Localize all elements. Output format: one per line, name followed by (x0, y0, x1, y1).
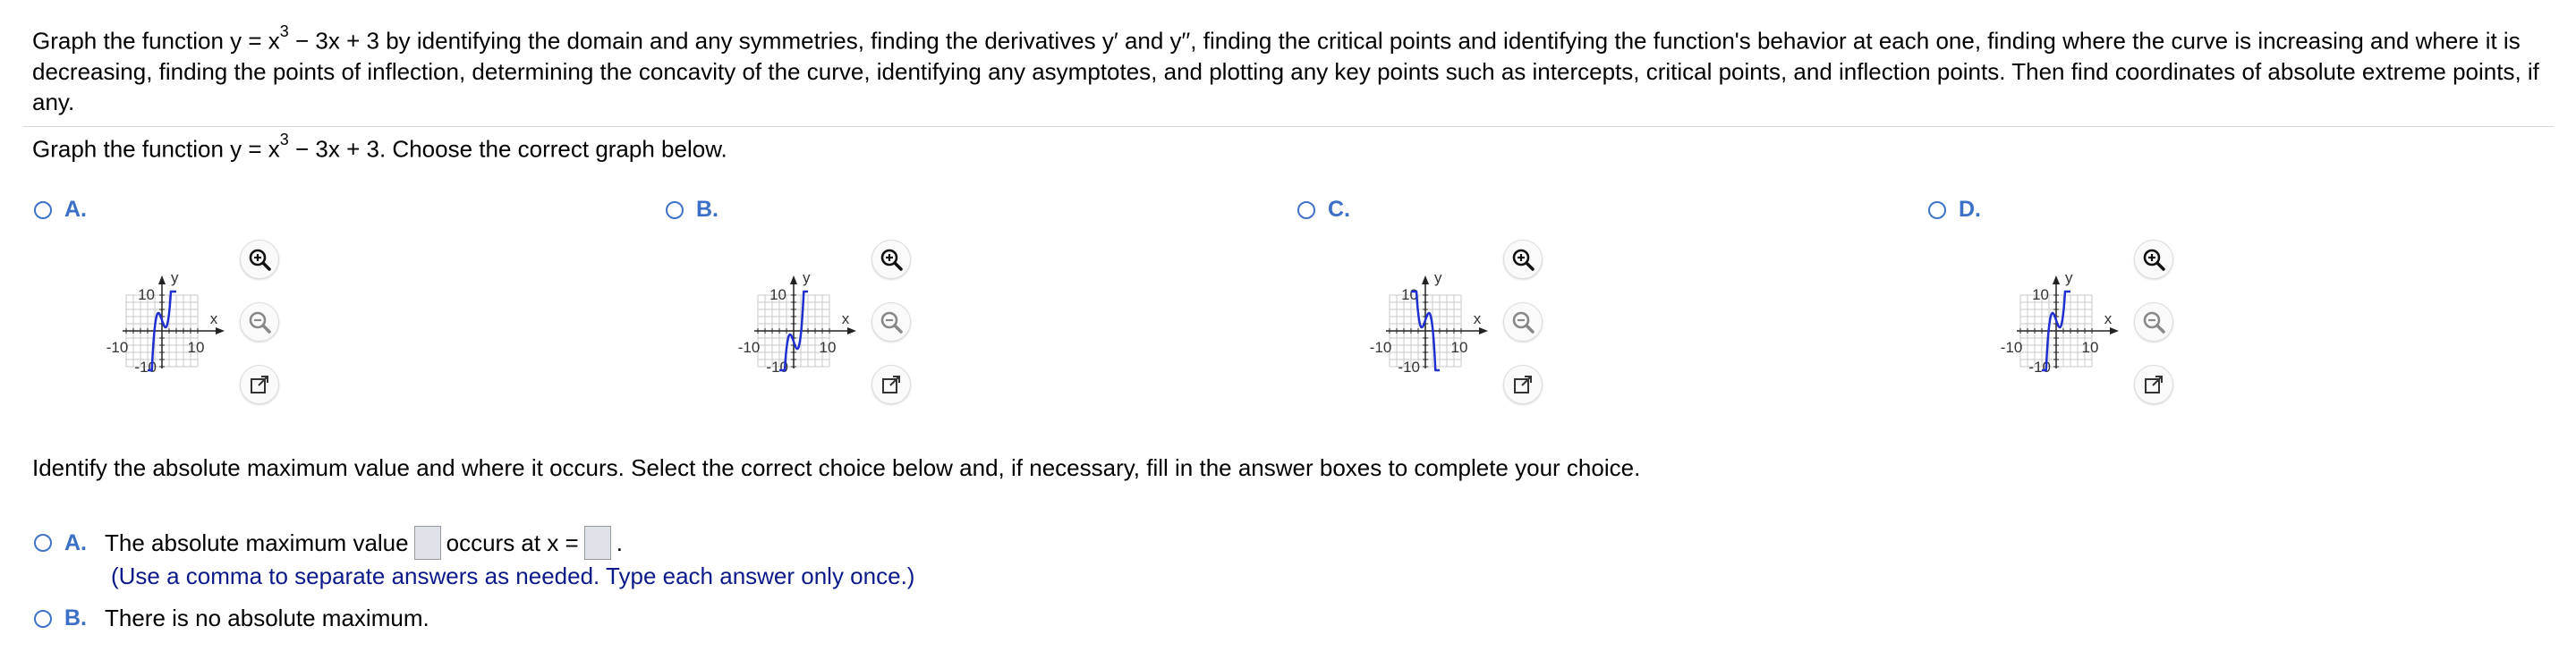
y-axis-label: y (2065, 269, 2073, 286)
y-tick-label-neg: -10 (1398, 359, 1420, 376)
zoom-out-icon (248, 310, 271, 334)
problem-exponent: 3 (279, 22, 289, 40)
external-link-icon (880, 374, 902, 395)
graph-option-radio[interactable] (666, 201, 684, 219)
zoom-out-icon (880, 310, 903, 334)
x-tick-label-neg: -10 (737, 339, 761, 356)
answer-a-text-2: occurs at x = (446, 529, 579, 556)
zoom-in-icon (2142, 248, 2165, 271)
graph-question (32, 128, 727, 165)
answer-b-letter: B. (64, 605, 87, 630)
y-axis-arrow (2053, 275, 2060, 284)
mini-graph (68, 243, 256, 404)
y-axis-label: y (803, 269, 811, 286)
answer-hint: (Use a comma to separate answers as needed. Type each answer only once.) (111, 563, 915, 589)
external-link-icon (2143, 374, 2164, 395)
zoom-in-icon (880, 248, 903, 271)
y-tick-label-pos: 10 (2032, 286, 2049, 303)
graph-option-letter: B. (696, 197, 718, 222)
answer-a-letter: A. (64, 529, 87, 555)
zoom-out-button[interactable] (240, 302, 279, 342)
pop-out-button[interactable] (1503, 365, 1543, 404)
x-axis-arrow (847, 327, 856, 334)
x-tick-label-pos: 10 (2081, 339, 2099, 356)
answer-choice-a[interactable] (34, 526, 623, 560)
y-axis-label: y (171, 269, 179, 286)
zoom-in-button[interactable] (240, 240, 279, 279)
graph-option-letter: D. (1959, 197, 1981, 222)
external-link-icon (249, 374, 270, 395)
graph-option-radio[interactable] (1928, 201, 1946, 219)
y-axis-arrow (1422, 275, 1429, 284)
x-tick-label-pos: 10 (1450, 339, 1468, 356)
y-tick-label-pos: 10 (138, 286, 155, 303)
divider (23, 126, 2554, 127)
graph-option-header[interactable] (34, 197, 87, 223)
pop-out-button[interactable] (2134, 365, 2173, 404)
x-tick-label-neg: -10 (1369, 339, 1392, 356)
x-tick-label-neg: -10 (2000, 339, 2023, 356)
answer-b-radio[interactable] (34, 610, 52, 628)
y-tick-label-pos: 10 (1401, 286, 1418, 303)
zoom-out-button[interactable] (2134, 302, 2173, 342)
zoom-in-button[interactable] (2134, 240, 2173, 279)
zoom-in-icon (1511, 248, 1535, 271)
y-tick-label-pos: 10 (769, 286, 786, 303)
answer-a-text-3: . (616, 529, 623, 556)
zoom-in-icon (248, 248, 271, 271)
mini-graph (1962, 243, 2150, 404)
x-axis-label: x (1473, 310, 1482, 327)
answer-b-text: There is no absolute maximum. (105, 605, 429, 631)
graph-option-letter: A. (64, 197, 87, 222)
zoom-in-button[interactable] (871, 240, 911, 279)
problem-text-start: Graph the function y = x (32, 27, 280, 55)
external-link-icon (1512, 374, 1534, 395)
graph-option-header[interactable] (666, 197, 718, 223)
answer-a-text-1: The absolute maximum value (105, 529, 409, 556)
x-axis-arrow (2110, 327, 2119, 334)
graph-option-header[interactable] (1928, 197, 1981, 223)
pop-out-button[interactable] (240, 365, 279, 404)
y-axis-arrow (790, 275, 797, 284)
answer-choice-b[interactable] (34, 605, 429, 632)
problem-text-rest: − 3x + 3 by identifying the domain and any symmetries, finding the derivatives y′ and y′′, finding the critical points and identifying the function's behavior at each one, finding where the curve is increasing and where it is decreasing, finding the points of inflection, determining the concavity of the curve, identifying any asymptotes, and plotting any key points such as intercepts, critical points, and inflection points. Then find coordinates of absolute extreme points, if any. (32, 27, 2539, 115)
graph-option-letter: C. (1328, 197, 1350, 222)
max-x-input[interactable] (584, 526, 611, 560)
pop-out-button[interactable] (871, 365, 911, 404)
graph-option-radio[interactable] (1297, 201, 1315, 219)
x-tick-label-pos: 10 (819, 339, 837, 356)
zoom-in-button[interactable] (1503, 240, 1543, 279)
problem-statement (32, 20, 2546, 117)
y-axis-arrow (158, 275, 166, 284)
zoom-out-button[interactable] (871, 302, 911, 342)
x-axis-arrow (216, 327, 225, 334)
y-tick-label-neg: -10 (2028, 359, 2051, 376)
x-axis-arrow (1479, 327, 1488, 334)
question-text-start: Graph the function y = x (32, 135, 280, 163)
y-tick-label-neg: -10 (766, 359, 788, 376)
mini-graph (1331, 243, 1519, 404)
zoom-out-icon (2142, 310, 2165, 334)
question-exponent: 3 (279, 131, 289, 148)
graph-option-header[interactable] (1297, 197, 1350, 223)
x-tick-label-pos: 10 (187, 339, 205, 356)
zoom-out-button[interactable] (1503, 302, 1543, 342)
max-value-input[interactable] (414, 526, 441, 560)
x-tick-label-neg: -10 (106, 339, 129, 356)
x-axis-label: x (841, 310, 850, 327)
y-tick-label-neg: -10 (134, 359, 157, 376)
graph-option-radio[interactable] (34, 201, 52, 219)
x-axis-label: x (2104, 310, 2113, 327)
y-axis-label: y (1434, 269, 1442, 286)
x-axis-label: x (209, 310, 218, 327)
answer-a-radio[interactable] (34, 534, 52, 552)
mini-graph (700, 243, 888, 404)
zoom-out-icon (1511, 310, 1535, 334)
question-text-rest: − 3x + 3. Choose the correct graph below. (288, 135, 727, 163)
identify-max-prompt: Identify the absolute maximum value and where it occurs. Select the correct choice below and, if necessary, fill in the answer boxes to complete your choice. (32, 454, 1641, 481)
